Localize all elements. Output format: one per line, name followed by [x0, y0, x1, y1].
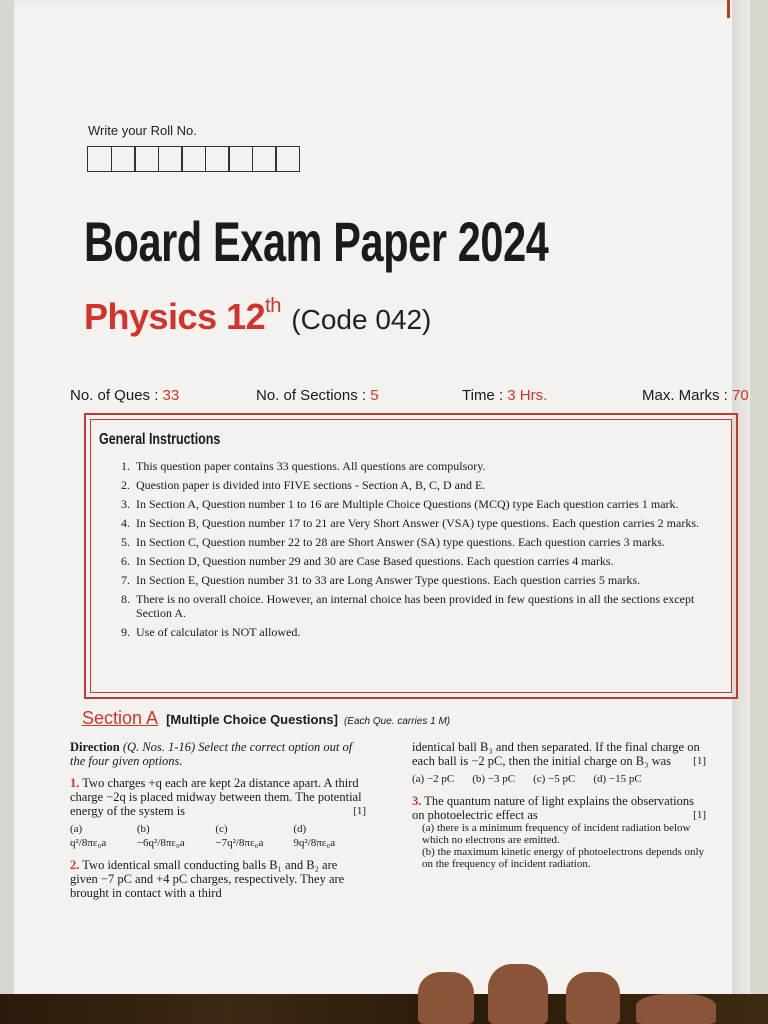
roll-box [275, 146, 300, 172]
left-column [70, 740, 366, 900]
roll-box [158, 146, 183, 172]
instruction-item: 6. In Section D, Question number 29 and 30 are Case Based questions. Each question carries 4 marks. [121, 554, 614, 568]
instruction-item: 8. There is no overall choice. However, an internal choice has been provided in few questions in all the sections except Section A. [121, 592, 695, 620]
max-marks: Max. Marks : 70 [642, 387, 749, 404]
finger [488, 964, 548, 1024]
section-heading [82, 708, 450, 729]
question-2-continued: identical ball B₃ and then separated. If the final charge on each ball is −2 pC, then the initial charge on B₃ was [1] [412, 740, 706, 768]
roll-box [252, 146, 277, 172]
corner-mark [727, 0, 730, 18]
roll-box [87, 146, 112, 172]
subject-name: Physics 12th [84, 295, 281, 337]
instructions-title: General Instructions [99, 431, 221, 448]
question-1: 1. Two charges +q each are kept 2a distance apart. A third charge −2q is placed midway between them. The potential energy of the system is [1] (a) q²/8πε₀a (b) −6q²/8πε₀a (c) −7q²/8πε₀a (d) 9q²/8πε₀a [70, 776, 366, 849]
finger [418, 972, 474, 1024]
instruction-item: 5. In Section C, Question number 22 to 28 are Short Answer (SA) type questions. Each question carries 3 marks. [121, 535, 665, 549]
instructions-list [112, 459, 730, 644]
instruction-item: 7. In Section E, Question number 31 to 33 are Long Answer Type questions. Each question carries 5 marks. [121, 573, 641, 587]
roll-box [134, 146, 159, 172]
question-1-options: (a) q²/8πε₀a (b) −6q²/8πε₀a (c) −7q²/8πε₀a (d) 9q²/8πε₀a [70, 823, 336, 849]
general-instructions-box [84, 413, 738, 699]
instruction-item: 9. Use of calculator is NOT allowed. [121, 625, 301, 639]
section-type: [Multiple Choice Questions] [166, 712, 338, 727]
question-2: 2. Two identical small conducting balls B₁ and B₂ are given −7 pC and +4 pC charges, respectively. They are brought in contact with a third [70, 858, 345, 900]
num-questions: No. of Ques : 33 [70, 387, 180, 404]
instruction-item: 2. Question paper is divided into FIVE sections - Section A, B, C, D and E. [121, 478, 486, 492]
instruction-item: 4. In Section B, Question number 17 to 21 are Very Short Answer (VSA) type questions. Each question carries 2 marks. [121, 516, 700, 530]
finger [636, 994, 716, 1024]
finger [566, 972, 620, 1024]
question-3-option-b: (b) the maximum kinetic energy of photoelectrons depends only on the frequency of incident radiation. [422, 846, 705, 870]
paper-page [14, 0, 750, 1024]
subtitle [84, 296, 431, 338]
roll-number-label: Write your Roll No. [88, 123, 197, 138]
roll-box [111, 146, 136, 172]
section-name: Section A [82, 708, 159, 728]
right-column [412, 740, 706, 870]
num-sections: No. of Sections : 5 [256, 387, 379, 404]
instruction-item: 3. In Section A, Question number 1 to 16 are Multiple Choice Questions (MCQ) type Each question carries 1 mark. [121, 497, 679, 511]
question-2-options: (a) −2 pC (b) −3 pC (c) −5 pC (d) −15 pC [412, 773, 642, 785]
roll-box [181, 146, 206, 172]
section-note: (Each Que. carries 1 M) [343, 716, 451, 727]
direction: Direction (Q. Nos. 1-16) Select the correct option out of the four given options. [70, 740, 353, 768]
roll-box [228, 146, 253, 172]
subject-code: (Code 042) [291, 304, 432, 335]
roll-number-boxes [87, 146, 299, 172]
instruction-item: 1. This question paper contains 33 questions. All questions are compulsory. [121, 459, 486, 473]
question-3-option-a: (a) there is a minimum frequency of incident radiation below which no electrons are emitted. [422, 822, 691, 846]
page-title: Board Exam Paper 2024 [84, 210, 549, 273]
question-3: 3. The quantum nature of light explains the observations on photoelectric effect as [1] (a) there is a minimum frequency of incident radiation below which no electrons are emitted. (b) the maximum kinetic energy of photoelectrons depends only on the frequency of incident radiation. [412, 794, 706, 870]
roll-box [205, 146, 230, 172]
time-allowed: Time : 3 Hrs. [462, 387, 548, 404]
